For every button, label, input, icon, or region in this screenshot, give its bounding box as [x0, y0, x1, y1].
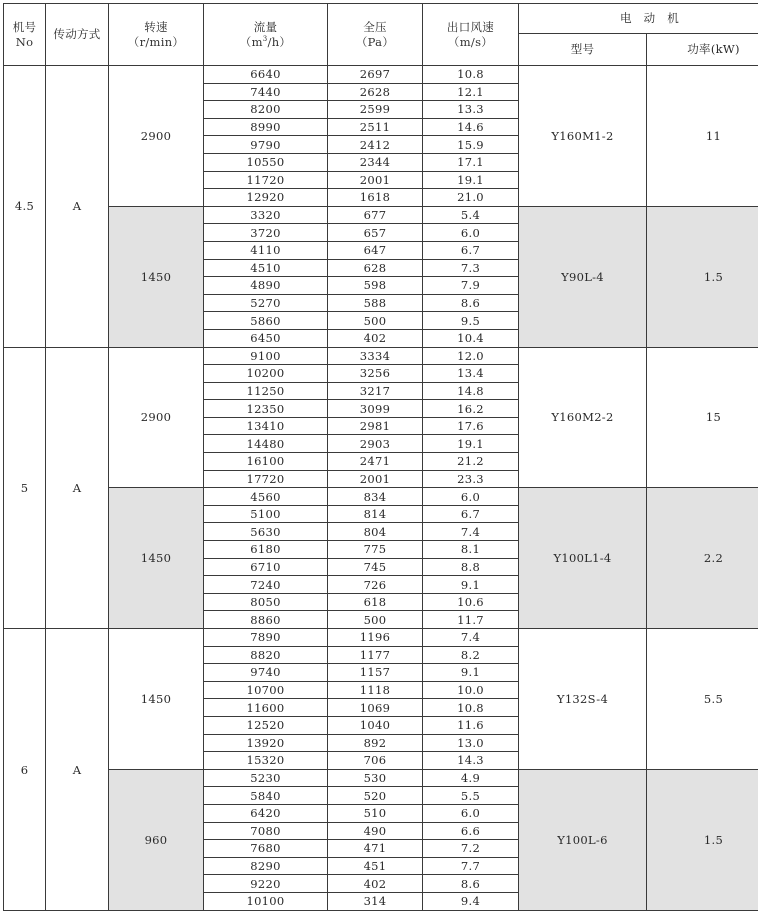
- pressure-cell: 500: [328, 611, 423, 629]
- motor-model-cell: Y160M2-2: [519, 347, 647, 488]
- pressure-cell: 1177: [328, 646, 423, 664]
- motor-model-cell: Y100L-6: [519, 769, 647, 910]
- speed-cell: 1450: [109, 206, 204, 347]
- velocity-cell: 6.6: [423, 822, 519, 840]
- velocity-cell: 5.4: [423, 206, 519, 224]
- flow-cell: 10100: [204, 892, 328, 910]
- drive-mode-cell: A: [46, 66, 109, 348]
- pressure-cell: 1618: [328, 189, 423, 207]
- flow-cell: 8820: [204, 646, 328, 664]
- velocity-cell: 10.8: [423, 66, 519, 84]
- header-speed: [109, 4, 204, 66]
- speed-cell: 2900: [109, 347, 204, 488]
- velocity-cell: 12.0: [423, 347, 519, 365]
- flow-cell: 11250: [204, 382, 328, 400]
- pressure-cell: 451: [328, 857, 423, 875]
- pressure-cell: 892: [328, 734, 423, 752]
- pressure-cell: 2344: [328, 153, 423, 171]
- header-motor-model: 型号: [519, 34, 647, 66]
- pressure-cell: 657: [328, 224, 423, 242]
- velocity-cell: 8.6: [423, 294, 519, 312]
- flow-cell: 11600: [204, 699, 328, 717]
- pressure-cell: 402: [328, 875, 423, 893]
- flow-cell: 8290: [204, 857, 328, 875]
- pressure-cell: 775: [328, 541, 423, 559]
- motor-power-cell: 11: [647, 66, 758, 207]
- header-row-1: [4, 4, 758, 34]
- velocity-cell: 8.1: [423, 541, 519, 559]
- header-speed-label: 转速: [144, 19, 168, 34]
- velocity-cell: 15.9: [423, 136, 519, 154]
- pressure-cell: 745: [328, 558, 423, 576]
- velocity-cell: 6.7: [423, 505, 519, 523]
- speed-cell: 1450: [109, 629, 204, 770]
- motor-model-cell: Y132S-4: [519, 629, 647, 770]
- velocity-cell: 7.7: [423, 857, 519, 875]
- pressure-cell: 726: [328, 576, 423, 594]
- motor-model-cell: Y160M1-2: [519, 66, 647, 207]
- machine-no-cell: 6: [4, 629, 46, 911]
- flow-cell: 5630: [204, 523, 328, 541]
- header-outlet-velocity-unit: （m/s）: [447, 34, 494, 49]
- velocity-cell: 17.6: [423, 417, 519, 435]
- pressure-cell: 314: [328, 892, 423, 910]
- drive-mode-cell: A: [46, 629, 109, 911]
- velocity-cell: 19.1: [423, 171, 519, 189]
- flow-cell: 5270: [204, 294, 328, 312]
- header-flow-label: 流量: [253, 19, 278, 34]
- velocity-cell: 8.2: [423, 646, 519, 664]
- header-motor-power: 功率(kW): [647, 34, 758, 66]
- pressure-cell: 2511: [328, 118, 423, 136]
- motor-power-cell: 15: [647, 347, 758, 488]
- header-pressure: [328, 4, 423, 66]
- flow-cell: 6710: [204, 558, 328, 576]
- velocity-cell: 7.4: [423, 629, 519, 647]
- flow-cell: 3320: [204, 206, 328, 224]
- header-motor: 电 动 机: [519, 4, 758, 34]
- velocity-cell: 13.3: [423, 101, 519, 119]
- flow-cell: 17720: [204, 470, 328, 488]
- pressure-cell: 3217: [328, 382, 423, 400]
- velocity-cell: 9.1: [423, 664, 519, 682]
- header-speed-unit: （r/min）: [127, 34, 185, 49]
- flow-cell: 9790: [204, 136, 328, 154]
- table-row: [4, 206, 758, 224]
- table-header: [4, 4, 758, 66]
- flow-cell: 7240: [204, 576, 328, 594]
- flow-cell: 8200: [204, 101, 328, 119]
- velocity-cell: 7.2: [423, 840, 519, 858]
- machine-no-cell: 4.5: [4, 66, 46, 348]
- flow-cell: 5860: [204, 312, 328, 330]
- velocity-cell: 4.9: [423, 769, 519, 787]
- flow-cell: 5840: [204, 787, 328, 805]
- flow-cell: 7440: [204, 83, 328, 101]
- flow-cell: 11720: [204, 171, 328, 189]
- flow-cell: 6640: [204, 66, 328, 84]
- flow-cell: 14480: [204, 435, 328, 453]
- motor-power-cell: 1.5: [647, 769, 758, 910]
- table-row: [4, 769, 758, 787]
- velocity-cell: 7.4: [423, 523, 519, 541]
- pressure-cell: 471: [328, 840, 423, 858]
- velocity-cell: 6.0: [423, 224, 519, 242]
- pressure-cell: 3099: [328, 400, 423, 418]
- velocity-cell: 6.0: [423, 804, 519, 822]
- pressure-cell: 500: [328, 312, 423, 330]
- velocity-cell: 5.5: [423, 787, 519, 805]
- velocity-cell: 10.6: [423, 593, 519, 611]
- table-row: [4, 347, 758, 365]
- velocity-cell: 11.7: [423, 611, 519, 629]
- pressure-cell: 647: [328, 241, 423, 259]
- flow-cell: 16100: [204, 453, 328, 471]
- pressure-cell: 814: [328, 505, 423, 523]
- pressure-cell: 628: [328, 259, 423, 277]
- pressure-cell: 588: [328, 294, 423, 312]
- velocity-cell: 14.8: [423, 382, 519, 400]
- velocity-cell: 7.3: [423, 259, 519, 277]
- header-model-no-sub: No: [15, 34, 34, 49]
- pressure-cell: 677: [328, 206, 423, 224]
- table-row: [4, 488, 758, 506]
- velocity-cell: 6.0: [423, 488, 519, 506]
- pressure-cell: 804: [328, 523, 423, 541]
- flow-cell: 13920: [204, 734, 328, 752]
- velocity-cell: 11.6: [423, 716, 519, 734]
- flow-cell: 9740: [204, 664, 328, 682]
- table-row: [4, 629, 758, 647]
- velocity-cell: 14.3: [423, 752, 519, 770]
- fan-performance-table: [3, 3, 758, 911]
- header-flow-unit-post: /h）: [267, 34, 292, 49]
- motor-model-cell: Y100L1-4: [519, 488, 647, 629]
- pressure-cell: 520: [328, 787, 423, 805]
- header-pressure-unit: （Pa）: [355, 34, 395, 49]
- pressure-cell: 510: [328, 804, 423, 822]
- flow-cell: 12350: [204, 400, 328, 418]
- pressure-cell: 1157: [328, 664, 423, 682]
- pressure-cell: 490: [328, 822, 423, 840]
- header-drive-mode-label: 传动方式: [53, 27, 101, 41]
- flow-cell: 5230: [204, 769, 328, 787]
- pressure-cell: 1118: [328, 681, 423, 699]
- table-row: [4, 66, 758, 84]
- flow-cell: 10700: [204, 681, 328, 699]
- header-outlet-velocity-label: 出口风速: [446, 19, 495, 34]
- flow-cell: 6450: [204, 329, 328, 347]
- flow-cell: 10200: [204, 365, 328, 383]
- pressure-cell: 530: [328, 769, 423, 787]
- flow-cell: 3720: [204, 224, 328, 242]
- flow-cell: 4890: [204, 277, 328, 295]
- pressure-cell: 1040: [328, 716, 423, 734]
- velocity-cell: 7.9: [423, 277, 519, 295]
- pressure-cell: 3334: [328, 347, 423, 365]
- pressure-cell: 834: [328, 488, 423, 506]
- flow-cell: 7080: [204, 822, 328, 840]
- flow-cell: 15320: [204, 752, 328, 770]
- velocity-cell: 8.8: [423, 558, 519, 576]
- pressure-cell: 2599: [328, 101, 423, 119]
- velocity-cell: 13.4: [423, 365, 519, 383]
- velocity-cell: 9.1: [423, 576, 519, 594]
- header-pressure-label: 全压: [363, 19, 387, 34]
- pressure-cell: 3256: [328, 365, 423, 383]
- pressure-cell: 2628: [328, 83, 423, 101]
- pressure-cell: 2001: [328, 171, 423, 189]
- velocity-cell: 12.1: [423, 83, 519, 101]
- flow-cell: 6420: [204, 804, 328, 822]
- flow-cell: 6180: [204, 541, 328, 559]
- flow-cell: 7890: [204, 629, 328, 647]
- speed-cell: 960: [109, 769, 204, 910]
- velocity-cell: 6.7: [423, 241, 519, 259]
- velocity-cell: 8.6: [423, 875, 519, 893]
- header-flow-unit-sup: 3: [262, 34, 268, 43]
- flow-cell: 10550: [204, 153, 328, 171]
- pressure-cell: 2001: [328, 470, 423, 488]
- flow-cell: 4510: [204, 259, 328, 277]
- flow-cell: 8990: [204, 118, 328, 136]
- pressure-cell: 1069: [328, 699, 423, 717]
- pressure-cell: 618: [328, 593, 423, 611]
- velocity-cell: 14.6: [423, 118, 519, 136]
- motor-power-cell: 1.5: [647, 206, 758, 347]
- velocity-cell: 9.4: [423, 892, 519, 910]
- flow-cell: 9220: [204, 875, 328, 893]
- flow-cell: 7680: [204, 840, 328, 858]
- velocity-cell: 21.2: [423, 453, 519, 471]
- pressure-cell: 2981: [328, 417, 423, 435]
- flow-cell: 8050: [204, 593, 328, 611]
- velocity-cell: 10.4: [423, 329, 519, 347]
- machine-no-cell: 5: [4, 347, 46, 629]
- flow-cell: 4110: [204, 241, 328, 259]
- velocity-cell: 23.3: [423, 470, 519, 488]
- velocity-cell: 21.0: [423, 189, 519, 207]
- velocity-cell: 19.1: [423, 435, 519, 453]
- pressure-cell: 2471: [328, 453, 423, 471]
- velocity-cell: 9.5: [423, 312, 519, 330]
- header-model-no: [4, 4, 46, 66]
- pressure-cell: 2697: [328, 66, 423, 84]
- header-flow-unit: [204, 35, 327, 50]
- flow-cell: 9100: [204, 347, 328, 365]
- flow-cell: 4560: [204, 488, 328, 506]
- speed-cell: 1450: [109, 488, 204, 629]
- velocity-cell: 10.8: [423, 699, 519, 717]
- pressure-cell: 706: [328, 752, 423, 770]
- pressure-cell: 598: [328, 277, 423, 295]
- pressure-cell: 2903: [328, 435, 423, 453]
- motor-power-cell: 5.5: [647, 629, 758, 770]
- header-flow: [204, 4, 328, 66]
- flow-cell: 12520: [204, 716, 328, 734]
- flow-cell: 8860: [204, 611, 328, 629]
- flow-cell: 13410: [204, 417, 328, 435]
- flow-cell: 12920: [204, 189, 328, 207]
- velocity-cell: 13.0: [423, 734, 519, 752]
- header-flow-unit-pre: （m: [239, 34, 263, 49]
- flow-cell: 5100: [204, 505, 328, 523]
- pressure-cell: 1196: [328, 629, 423, 647]
- velocity-cell: 10.0: [423, 681, 519, 699]
- table-body: [4, 66, 758, 911]
- velocity-cell: 16.2: [423, 400, 519, 418]
- header-drive-mode: [46, 4, 109, 66]
- motor-model-cell: Y90L-4: [519, 206, 647, 347]
- speed-cell: 2900: [109, 66, 204, 207]
- motor-power-cell: 2.2: [647, 488, 758, 629]
- header-outlet-velocity: [423, 4, 519, 66]
- drive-mode-cell: A: [46, 347, 109, 629]
- velocity-cell: 17.1: [423, 153, 519, 171]
- pressure-cell: 402: [328, 329, 423, 347]
- pressure-cell: 2412: [328, 136, 423, 154]
- header-model-no-label: 机号: [12, 19, 37, 34]
